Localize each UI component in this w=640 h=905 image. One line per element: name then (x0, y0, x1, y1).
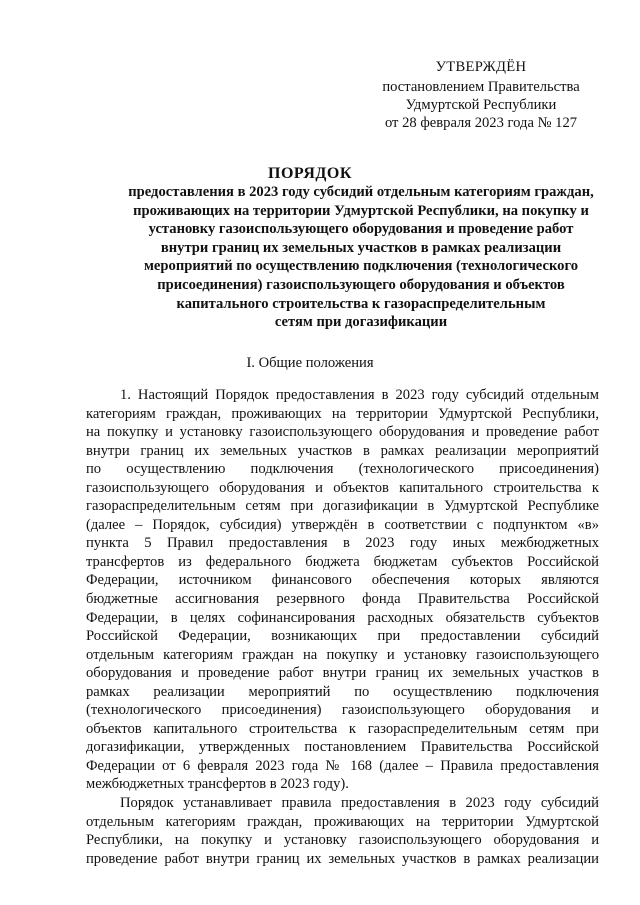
approval-title: УТВЕРЖДЁН (435, 59, 527, 75)
document-subtitle (108, 183, 614, 332)
subtitle-line: установку газоиспользующего оборудования и проведение работ (148, 221, 574, 238)
paragraph-line: пункта 5 Правил предоставления в 2023 году иных межбюджетных (86, 535, 599, 552)
subtitle-line: мероприятий по осуществлению подключения (технологического (143, 258, 579, 275)
subtitle-line: проживающих на территории Удмуртской Республики, на покупку и (133, 202, 589, 219)
paragraph-line: Федерации, источником финансового обеспечения которых являются (86, 572, 599, 589)
paragraph-line: бюджетные ассигнования резервного фонда Правительства Российской (86, 591, 599, 608)
paragraph-line: на покупку и установку газоиспользующего оборудования и проведение работ (86, 424, 599, 441)
paragraph-line: внутри границ их земельных участков в рамках реализации мероприятий (86, 442, 599, 459)
paragraph-line: по осуществлению подключения (технологического присоединения) (86, 461, 599, 478)
paragraph-line: Федерации от 6 февраля 2023 года № 168 (далее – Правила предоставления (86, 757, 599, 774)
paragraph-line: Республики, на покупку и установку газоиспользующего оборудования и (86, 832, 599, 849)
paragraph-line: отдельным категориям граждан, проживающих на территории Удмуртской (86, 813, 599, 830)
subtitle-line: предоставления в 2023 году субсидий отдельным категориям граждан, (128, 184, 594, 200)
paragraph-line: отдельным категориям граждан на покупку и установку газоиспользующего (86, 646, 599, 663)
paragraph-line: рамках реализации мероприятий по осуществлению подключения (86, 683, 599, 700)
subtitle-line: внутри границ их земельных участков в рамках реализации (160, 239, 562, 256)
paragraph-line: газораспределительным сетям при догазификации в Удмуртской Республике (86, 498, 599, 515)
approval-line: от 28 февраля 2023 года № 127 (384, 115, 578, 131)
paragraph-line: межбюджетных трансфертов в 2023 году). (86, 776, 349, 793)
paragraph-line: оборудования и проведение работ внутри границ их земельных участков в (86, 665, 599, 682)
approval-line: Удмуртской Республики (405, 97, 557, 113)
paragraph-line: догазификации, утвержденных постановлением Правительства Российской (86, 739, 599, 756)
paragraph-line: категориям граждан, проживающих на территории Удмуртской Республики, (86, 405, 599, 422)
section-heading: I. Общие положения (246, 355, 374, 371)
paragraph-line: трансфертов из федерального бюджета бюджетам субъектов Российской (86, 553, 599, 570)
paragraph-line: (технологического присоединения) газоиспользующего оборудования и (86, 702, 599, 719)
body-text (86, 386, 599, 868)
subtitle-line: капитального строительства к газораспределительным (176, 295, 546, 312)
paragraph-line: Федерации, в целях софинансирования расходных обязательств субъектов (86, 609, 599, 626)
paragraph-line: Российской Федерации, возникающих при предоставлении субсидий (86, 628, 599, 645)
approval-line: постановлением Правительства (382, 79, 580, 95)
paragraph-line: объектов капитального строительства к газораспределительным сетям при (86, 720, 599, 737)
paragraph-line: (далее – Порядок, субсидия) утверждён в соответствии с подпунктом «в» (86, 516, 599, 533)
paragraph-line: 1. Настоящий Порядок предоставления в 2023 году субсидий отдельным (120, 387, 599, 403)
paragraph-line: газоиспользующего оборудования и объектов капитального строительства к (86, 479, 599, 496)
subtitle-line: присоединения) газоиспользующего оборудования и объектов (157, 276, 565, 293)
approval-stamp (372, 58, 590, 132)
paragraph-line: Порядок устанавливает правила предоставления в 2023 году субсидий (120, 795, 599, 812)
paragraph-line: проведение работ внутри границ их земельных участков в рамках реализации (86, 850, 599, 867)
document-title: ПОРЯДОК (268, 165, 352, 182)
subtitle-line: сетям при догазификации (274, 314, 448, 331)
